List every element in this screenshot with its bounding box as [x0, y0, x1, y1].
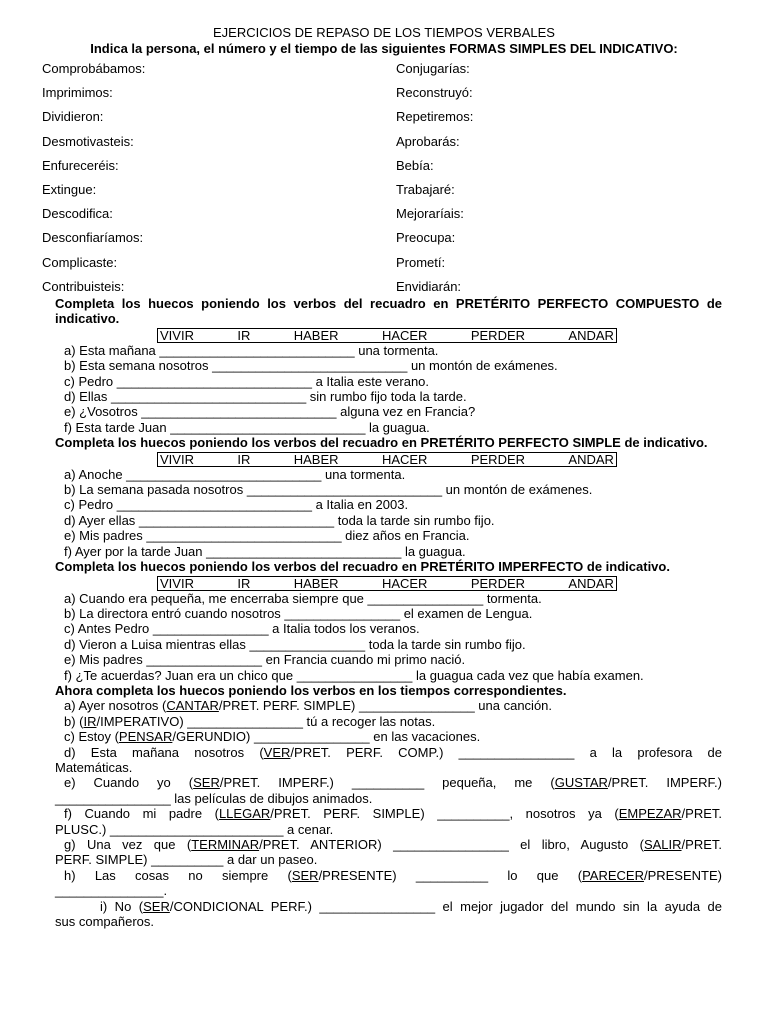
exercise-item: d) Ayer ellas ___________________________ toda la tarde sin rumbo fijo. — [64, 512, 495, 528]
verb-infinitive: LLEGAR — [218, 806, 271, 822]
verb-form: Trabajaré: — [396, 181, 455, 197]
verb-form: Mejoraríais: — [396, 206, 464, 222]
exercise-item — [55, 714, 722, 729]
verb-form: Preocupa: — [396, 230, 456, 246]
text: /PRET. IMPERF.) __________ pequeña, me ( — [219, 775, 555, 791]
verb-box — [157, 576, 617, 591]
verb-form-row — [42, 206, 742, 230]
text: /PRET. — [681, 837, 723, 852]
exercise-item-continuation: _______________. — [55, 883, 168, 899]
verb-form: Repetiremos: — [396, 109, 474, 125]
exercise-item — [55, 837, 722, 852]
verb-infinitive: SALIR — [643, 837, 682, 852]
exercise-item — [55, 745, 722, 760]
exercise-item: a) Esta mañana ___________________________ una tormenta. — [64, 342, 439, 358]
verb-box-item: HACER — [381, 575, 428, 591]
verb-infinitive: SER — [291, 867, 319, 883]
verb-infinitive: SER — [143, 898, 170, 914]
text: /PRET. PERF. COMP.) ________________ a la profesora de — [290, 744, 722, 760]
verb-box — [157, 452, 617, 467]
exercise-item: c) Pedro ___________________________ a Italia este verano. — [64, 373, 430, 389]
verb-box-item: ANDAR — [568, 327, 614, 343]
text: /PRET. IMPERF.) — [607, 775, 722, 791]
exercise-item — [55, 899, 722, 914]
text: i) No ( — [100, 898, 144, 914]
text: b) ( — [64, 713, 84, 729]
exercise-item: f) ¿Te acuerdas? Juan era un chico que ________________ la guagua cada vez que había examen. — [64, 667, 644, 683]
verb-form: Enfureceréis: — [42, 157, 119, 173]
verb-form-row — [42, 158, 742, 182]
verb-form: Conjugarías: — [396, 61, 470, 76]
verb-form-row — [42, 61, 742, 85]
verb-form: Aprobarás: — [396, 133, 460, 149]
verb-box-item: ANDAR — [568, 575, 614, 591]
exercise-item-continuation: PERF. SIMPLE) __________ a dar un paseo. — [55, 852, 318, 868]
verb-box-item: IR — [237, 327, 251, 343]
verb-box-item: HABER — [293, 575, 339, 591]
exercise-item: a) Cuando era pequeña, me encerraba siempre que ________________ tormenta. — [64, 590, 542, 606]
verb-box-item: IR — [237, 451, 251, 467]
text: c) Estoy ( — [64, 729, 119, 745]
exercise-item: c) Antes Pedro ________________ a Italia todos los veranos. — [64, 621, 420, 637]
exercise-item: c) Pedro ___________________________ a Italia en 2003. — [64, 497, 409, 513]
verb-form-row — [42, 134, 742, 158]
verb-form: Desmotivasteis: — [42, 133, 134, 149]
section-heading: Completa los huecos poniendo los verbos del recuadro en PRETÉRITO IMPERFECTO de indicativo. — [55, 559, 670, 575]
exercise-item-continuation: sus compañeros. — [55, 914, 154, 930]
exercise-item: d) Ellas ___________________________ sin rumbo fijo toda la tarde. — [64, 389, 467, 405]
verb-infinitive: VER — [263, 744, 291, 760]
verb-infinitive: TERMINAR — [191, 837, 260, 852]
exercise-item — [55, 698, 722, 713]
verb-forms-list — [42, 61, 742, 303]
section-heading: Completa los huecos poniendo los verbos del recuadro en PRETÉRITO PERFECTO SIMPLE de indicativo. — [55, 435, 708, 451]
verb-form-row — [42, 109, 742, 133]
exercise-item: e) ¿Vosotros ___________________________ alguna vez en Francia? — [64, 404, 476, 420]
verb-form: Dividieron: — [42, 109, 104, 125]
exercise-item: a) Anoche ___________________________ una tormenta. — [64, 466, 406, 482]
exercise-item: b) La directora entró cuando nosotros ________________ el examen de Lengua. — [64, 605, 533, 621]
verb-infinitive: GUSTAR — [554, 775, 608, 791]
page-title: EJERCICIOS DE REPASO DE LOS TIEMPOS VERBALES — [213, 25, 555, 40]
text: /PRET. — [681, 806, 722, 822]
text: d) Esta mañana nosotros ( — [64, 744, 264, 760]
text: /PRET. PERF. SIMPLE) __________, nosotros ya ( — [270, 806, 619, 822]
verb-box-item: HABER — [293, 451, 339, 467]
verb-box-item: IR — [237, 575, 251, 591]
verb-form-row — [42, 182, 742, 206]
exercise-item: b) La semana pasada nosotros ___________________________ un montón de exámenes. — [64, 482, 593, 498]
verb-form-row — [42, 230, 742, 254]
page-subtitle: Indica la persona, el número y el tiempo de las siguientes FORMAS SIMPLES DEL INDICATIVO: — [90, 41, 678, 56]
text: f) Cuando mi padre ( — [64, 806, 219, 822]
verb-box-item: VIVIR — [160, 575, 194, 591]
exercise-item: f) Ayer por la tarde Juan ___________________________ la guagua. — [64, 543, 466, 559]
exercise-item — [55, 806, 722, 821]
verb-box-item: PERDER — [470, 327, 526, 343]
exercise-item: e) Mis padres ________________ en Francia cuando mi primo nació. — [64, 652, 466, 668]
verb-infinitive: PENSAR — [118, 729, 173, 745]
exercise-item: f) Esta tarde Juan ___________________________ la guagua. — [64, 419, 430, 435]
exercise-item-continuation: Matemáticas. — [55, 759, 133, 775]
verb-form: Descodifica: — [42, 206, 113, 222]
verb-form: Desconfiaríamos: — [42, 230, 144, 246]
verb-form: Bebía: — [396, 157, 434, 173]
exercise-item: b) Esta semana nosotros ___________________________ un montón de exámenes. — [64, 358, 558, 374]
exercise-item-continuation: PLUSC.) ________________________ a cenar. — [55, 821, 334, 837]
exercise-item-continuation: ________________ las películas de dibujos animados. — [55, 790, 373, 806]
exercise-item — [55, 868, 722, 883]
exercise-item — [55, 775, 722, 790]
verb-form-row — [42, 255, 742, 279]
text: e) Cuando yo ( — [64, 775, 194, 791]
verb-infinitive: PARECER — [582, 867, 644, 883]
text: /CONDICIONAL PERF.) ________________ el mejor jugador del mundo sin la ayuda de — [169, 898, 722, 914]
text: /PRET. PERF. SIMPLE) ________________ una canción. — [218, 698, 553, 714]
verb-box-item: PERDER — [470, 575, 526, 591]
text: /PRET. ANTERIOR) ________________ el libro, Augusto ( — [259, 837, 644, 852]
verb-form-row — [42, 85, 742, 109]
verb-box-item: HACER — [381, 451, 428, 467]
verb-infinitive: CANTAR — [166, 698, 219, 714]
verb-form: Comprobábamos: — [42, 61, 146, 76]
text: /GERUNDIO) ________________ en las vacaciones. — [172, 729, 481, 745]
verb-infinitive: SER — [193, 775, 220, 791]
verb-box — [157, 328, 617, 343]
text: a) Ayer nosotros ( — [64, 698, 167, 714]
exercises — [55, 296, 722, 929]
verb-box-item: HACER — [381, 327, 428, 343]
text: /IMPERATIVO) ________________ tú a recoger las notas. — [96, 713, 436, 729]
exercise-item — [55, 729, 722, 744]
verb-box-item: VIVIR — [160, 451, 194, 467]
exercise-item: d) Vieron a Luisa mientras ellas ________________ toda la tarde sin rumbo fijo. — [64, 636, 526, 652]
verb-box-item: VIVIR — [160, 327, 194, 343]
verb-box-item: ANDAR — [568, 451, 614, 467]
text: /PRESENTE) — [643, 867, 722, 883]
verb-box-item: PERDER — [470, 451, 526, 467]
verb-form: Envidiarán: — [396, 278, 462, 294]
verb-form: Reconstruyó: — [396, 85, 473, 101]
text: /PRESENTE) __________ lo que ( — [318, 867, 583, 883]
verb-form: Imprimimos: — [42, 85, 113, 101]
verb-form: Contribuisteis: — [42, 278, 125, 294]
verb-infinitive: EMPEZAR — [618, 806, 682, 822]
verb-infinitive: IR — [83, 713, 97, 729]
exercise-item: e) Mis padres ___________________________ diez años en Francia. — [64, 528, 470, 544]
verb-form: Prometí: — [396, 254, 446, 270]
section-heading: Ahora completa los huecos poniendo los verbos en los tiempos correspondientes. — [55, 682, 567, 698]
verb-box-item: HABER — [293, 327, 339, 343]
text: h) Las cosas no siempre ( — [64, 867, 292, 883]
text: g) Una vez que ( — [64, 837, 192, 852]
verb-form: Complicaste: — [42, 254, 118, 270]
verb-form: Extingue: — [42, 181, 97, 197]
section-heading: Completa los huecos poniendo los verbos del recuadro en PRETÉRITO PERFECTO COMPUESTO de indicativo. — [55, 296, 722, 327]
